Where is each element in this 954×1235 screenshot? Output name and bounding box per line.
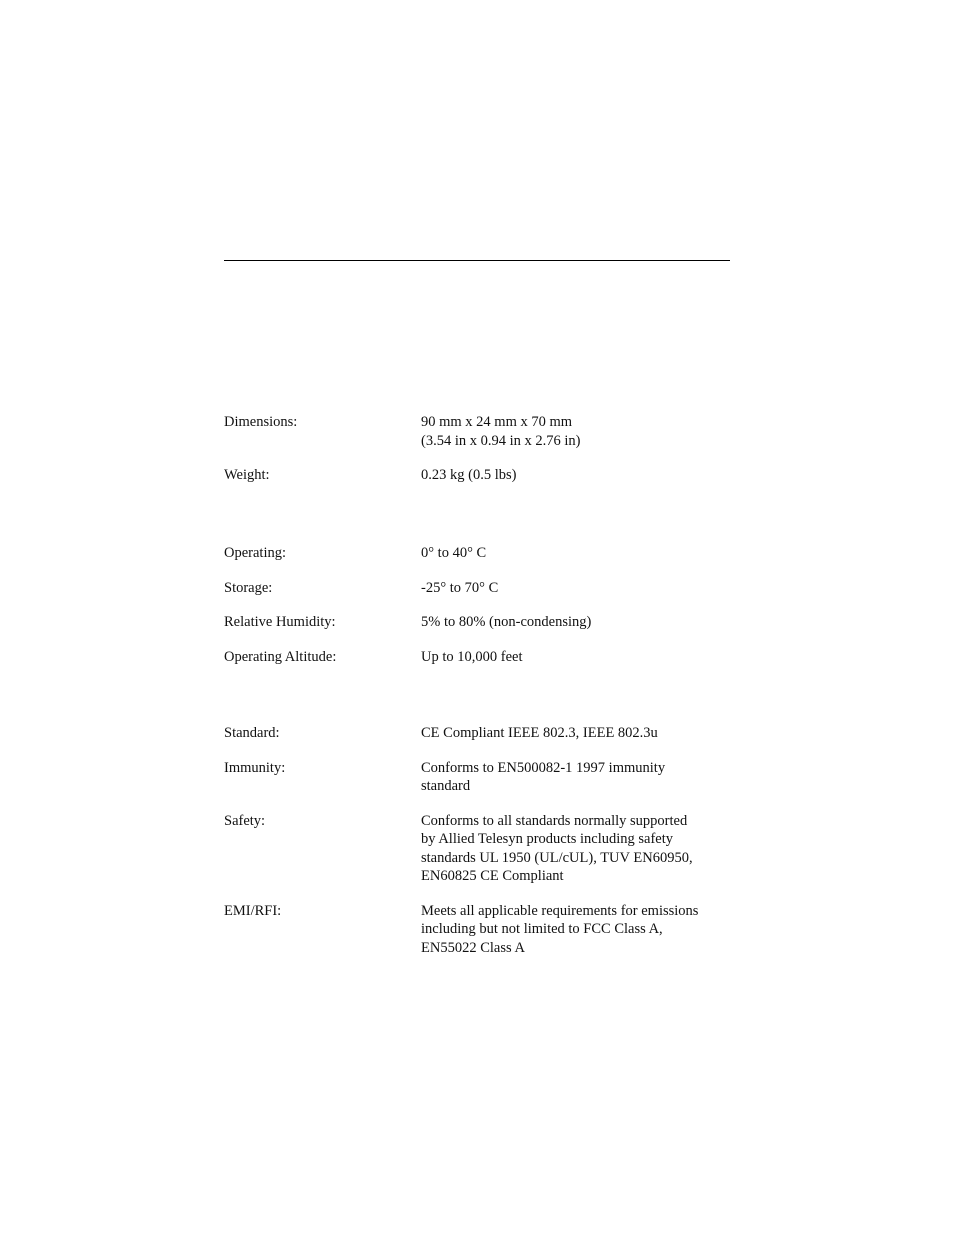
spec-label: Dimensions: (224, 414, 298, 430)
spec-value-line: 90 mm x 24 mm x 70 mm (421, 414, 573, 430)
spec-value-line: Up to 10,000 feet (421, 648, 523, 665)
spec-value-line: standards UL 1950 (UL/cUL), TUV EN60950, (421, 849, 693, 866)
spec-value-line: (3.54 in x 0.94 in x 2.76 in) (421, 432, 581, 449)
environmental-specs (224, 544, 744, 666)
spec-value-line: Conforms to all standards normally supported (421, 812, 688, 829)
spec-row-safety (224, 812, 744, 886)
spec-value (421, 902, 741, 958)
spec-value (421, 579, 741, 598)
spec-label: Storage: (224, 579, 273, 596)
spec-row-storage (224, 579, 744, 598)
spec-value (421, 413, 741, 450)
spec-value-line: -25° to 70° C (421, 579, 499, 596)
spec-value (421, 759, 741, 796)
spec-value-line: EN55022 Class A (421, 939, 525, 956)
spec-row-immunity (224, 759, 744, 796)
spec-row-operating (224, 544, 744, 563)
spec-label: Operating: (224, 545, 287, 561)
spec-value-line: standard (421, 778, 471, 794)
spec-value-line: Conforms to EN500082-1 1997 immunity (421, 759, 666, 776)
spec-label: Immunity: (224, 759, 286, 776)
spec-value (421, 613, 741, 632)
header-rule (224, 260, 730, 261)
spec-value-line: Meets all applicable requirements for emissions (421, 902, 699, 919)
spec-label: Relative Humidity: (224, 614, 336, 630)
spec-row-operating-altitude (224, 648, 744, 667)
spec-value-line: CE Compliant IEEE 802.3, IEEE 802.3u (421, 725, 658, 741)
spec-label: Weight: (224, 467, 270, 483)
spec-value (421, 812, 741, 886)
spec-label: EMI/RFI: (224, 902, 282, 919)
physical-specs (224, 413, 744, 485)
spec-row-standard (224, 724, 744, 743)
spec-row-emi-rfi (224, 902, 744, 958)
spec-value (421, 544, 741, 563)
compliance-specs (224, 724, 744, 957)
spec-value (421, 466, 741, 485)
spec-value-line: including but not limited to FCC Class A, (421, 921, 663, 937)
spec-value (421, 724, 741, 743)
spec-value-line: 0.23 kg (0.5 lbs) (421, 467, 517, 483)
spec-row-dimensions (224, 413, 744, 450)
spec-row-relative-humidity (224, 613, 744, 632)
spec-row-weight (224, 466, 744, 485)
spec-value-line: 5% to 80% (non-condensing) (421, 614, 592, 630)
spec-label: Operating Altitude: (224, 648, 337, 665)
spec-value (421, 648, 741, 667)
spec-label: Standard: (224, 725, 280, 741)
spec-label: Safety: (224, 812, 266, 829)
spec-value-line: 0° to 40° C (421, 545, 487, 561)
spec-value-line: EN60825 CE Compliant (421, 868, 564, 884)
spec-value-line: by Allied Telesyn products including safety (421, 831, 674, 847)
